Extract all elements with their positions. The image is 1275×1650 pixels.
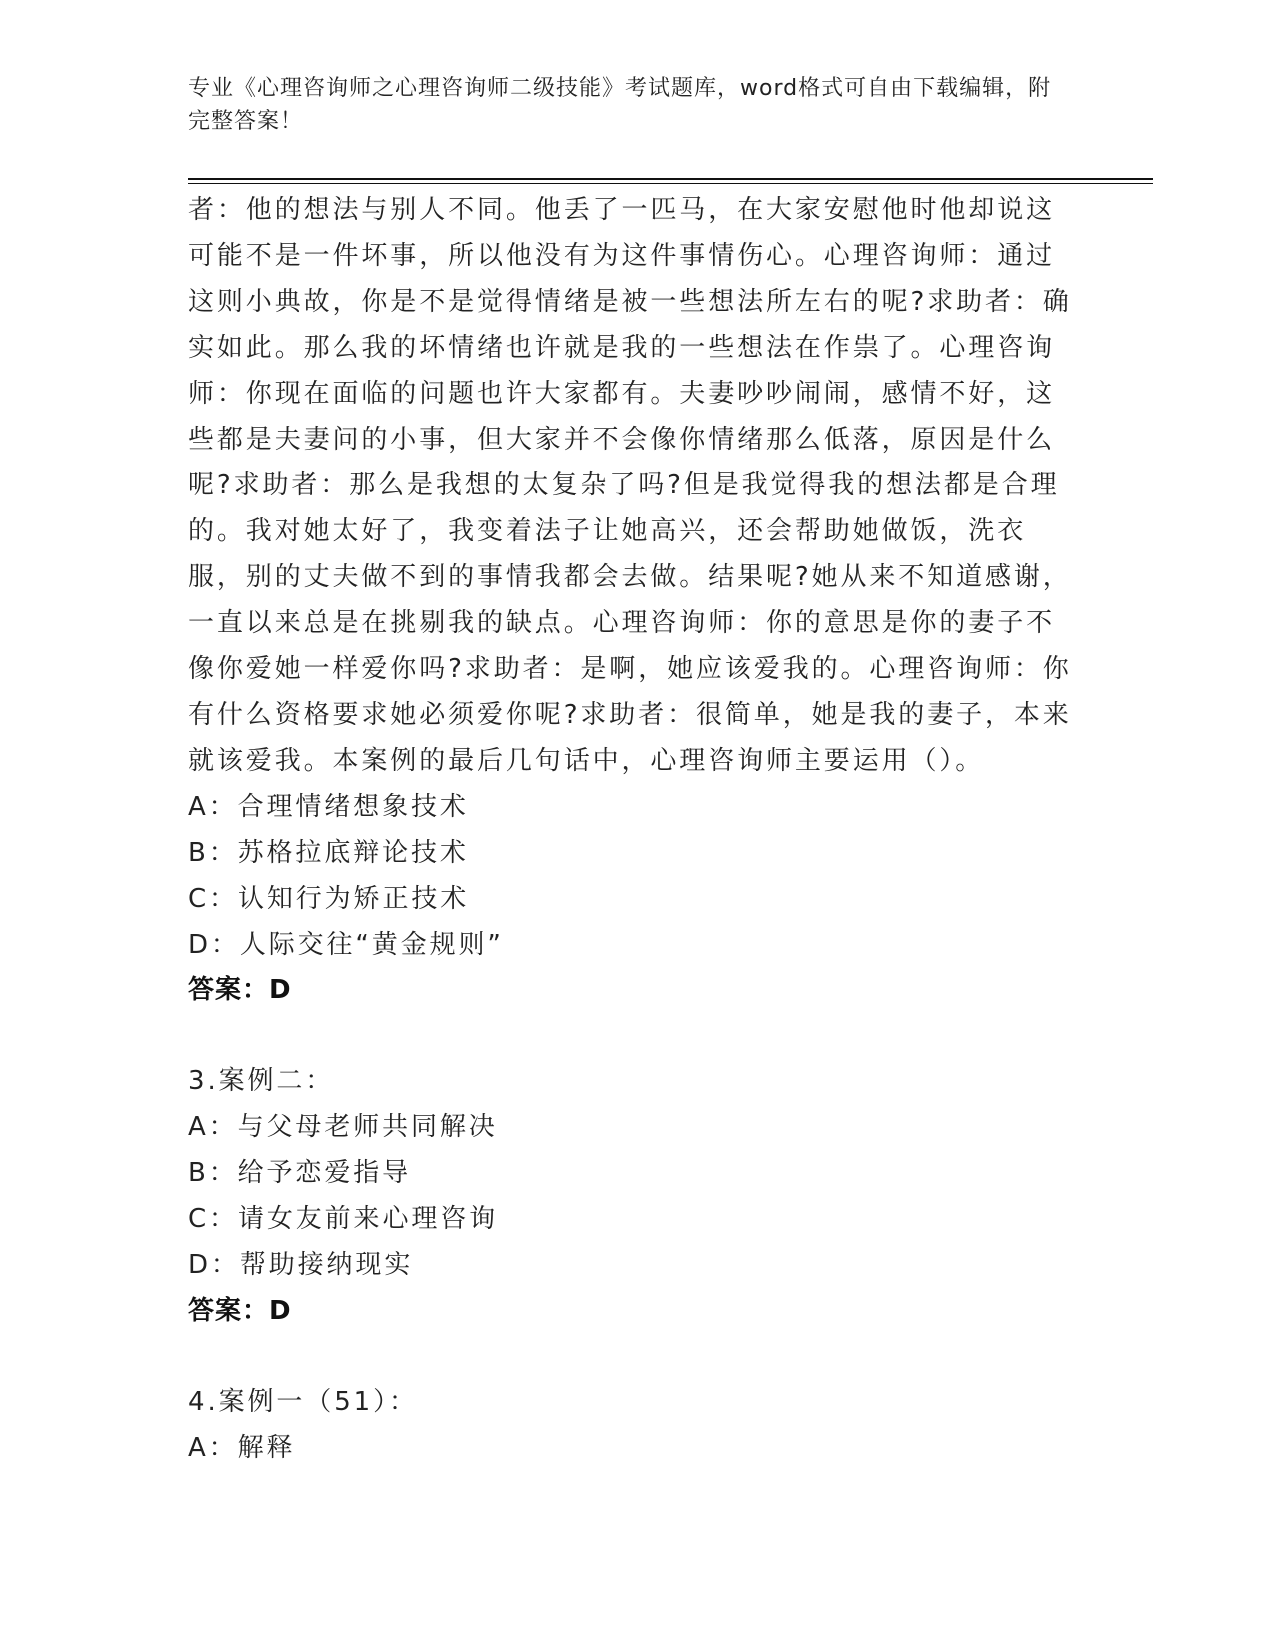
question-3 bbox=[188, 1059, 1083, 1334]
question-3-option-d: D：帮助接纳现实 bbox=[188, 1249, 414, 1280]
question-2-option-d: D：人际交往“黄金规则” bbox=[188, 929, 504, 960]
section-spacer bbox=[188, 1014, 1083, 1059]
question-2-passage: 者：他的想法与别人不同。他丢了一匹马，在大家安慰他时他却说这可能不是一件坏事，所以他没有为这件事情伤心。心理咨询师：通过这则小典故，你是不是觉得情绪是被一些想法所左右的呢?求助者：确实如此。那么我的坏情绪也许就是我的一些想法在作祟了。心理咨询师：你现在面临的问题也许大家都有。夫妻吵吵闹闹，感情不好，这些都是夫妻问的小事，但大家并不会像你情绪那么低落，原因是什么呢?求助者：那么是我想的太复杂了吗?但是我觉得我的想法都是合理的。我对她太好了，我变着法子让她高兴，还会帮助她做饭，洗衣服，别的丈夫做不到的事情我都会去做。结果呢?她从来不知道感谢，一直以来总是在挑剔我的缺点。心理咨询师：你的意思是你的妻子不像你爱她一样爱你吗?求助者：是啊，她应该爱我的。心理咨询师：你有什么资格要求她必须爱你呢?求助者：很简单，她是我的妻子，本来就该爱我。本案例的最后几句话中，心理咨询师主要运用（）。 bbox=[188, 195, 1072, 776]
question-2-answer: 答案：D bbox=[188, 975, 292, 1006]
question-3-title: 3.案例二： bbox=[188, 1066, 335, 1097]
question-2-option-b: B：苏格拉底辩论技术 bbox=[188, 837, 469, 868]
section-spacer bbox=[188, 1335, 1083, 1380]
question-2-option-c: C：认知行为矫正技术 bbox=[188, 883, 470, 914]
header-divider-thin bbox=[188, 183, 1153, 184]
question-2-option-a: A：合理情绪想象技术 bbox=[188, 791, 469, 822]
question-4-option-a: A：解释 bbox=[188, 1432, 296, 1463]
question-3-option-c: C：请女友前来心理咨询 bbox=[188, 1204, 499, 1235]
document-header: 专业《心理咨询师之心理咨询师二级技能》考试题库，word格式可自由下载编辑，附完整答案！ bbox=[188, 76, 1052, 134]
question-3-option-a: A：与父母老师共同解决 bbox=[188, 1112, 498, 1143]
header-divider bbox=[188, 178, 1153, 180]
question-3-answer: 答案：D bbox=[188, 1295, 292, 1326]
question-4-title: 4.案例一（51）： bbox=[188, 1386, 418, 1417]
document-body bbox=[188, 188, 1083, 1472]
question-4 bbox=[188, 1380, 1083, 1472]
question-3-option-b: B：给予恋爱指导 bbox=[188, 1158, 412, 1189]
question-2 bbox=[188, 188, 1083, 1014]
